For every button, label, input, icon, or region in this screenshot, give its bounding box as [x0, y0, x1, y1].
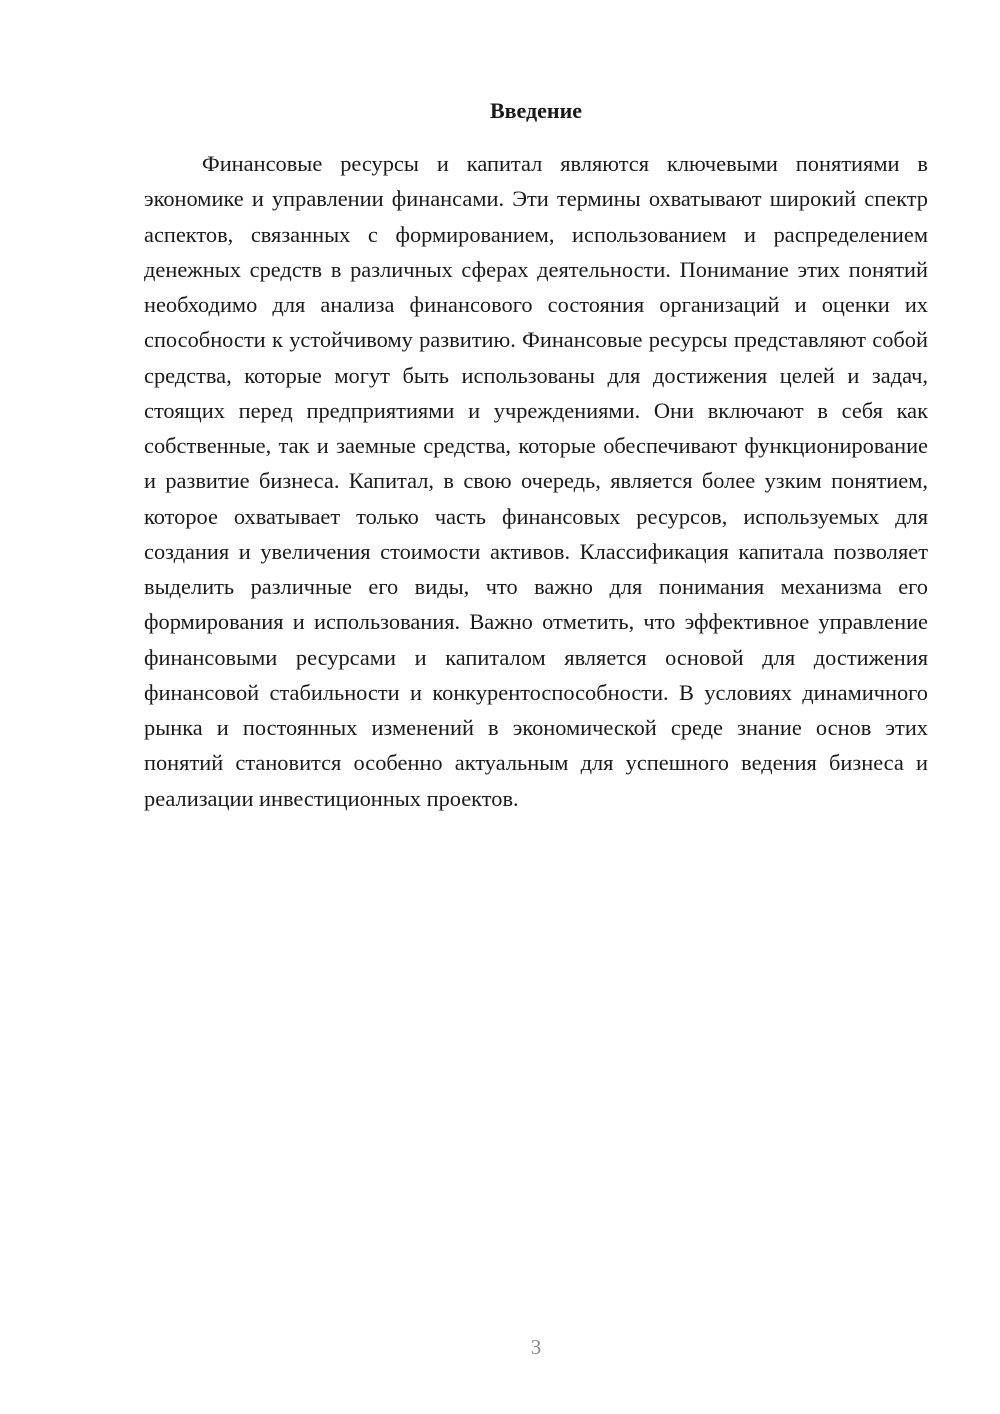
page-number: 3 [530, 1335, 542, 1359]
intro-paragraph: Финансовые ресурсы и капитал являются ключевыми понятиями в экономике и управлении финансами. Эти термины охватывают широкий спектр аспектов, связанных с формированием, использованием и распределением денежных средств в различных сферах деятельности. Понимание этих понятий необходимо для анализа финансового состояния организаций и оценки их способности к устойчивому развитию. Финансовые ресурсы представляют собой средства, которые могут быть использованы для достижения целей и задач, стоящих перед предприятиями и учреждениями. Они включают в себя как собственные, так и заемные средства, которые обеспечивают функционирование и развитие бизнеса. Капитал, в свою очередь, является более узким понятием, которое охватывает только часть финансовых ресурсов, используемых для создания и увеличения стоимости активов. Классификация капитала позволяет выделить различные его виды, что важно для понимания механизма его формирования и использования. Важно отметить, что эффективное управление финансовыми ресурсами и капиталом является основой для достижения финансовой стабильности и конкурентоспособности. В условиях динамичного рынка и постоянных изменений в экономической среде знание основ этих понятий становится особенно актуальным для успешного ведения бизнеса и реализации инвестиционных проектов. [144, 151, 928, 811]
section-title: Введение [489, 98, 583, 123]
